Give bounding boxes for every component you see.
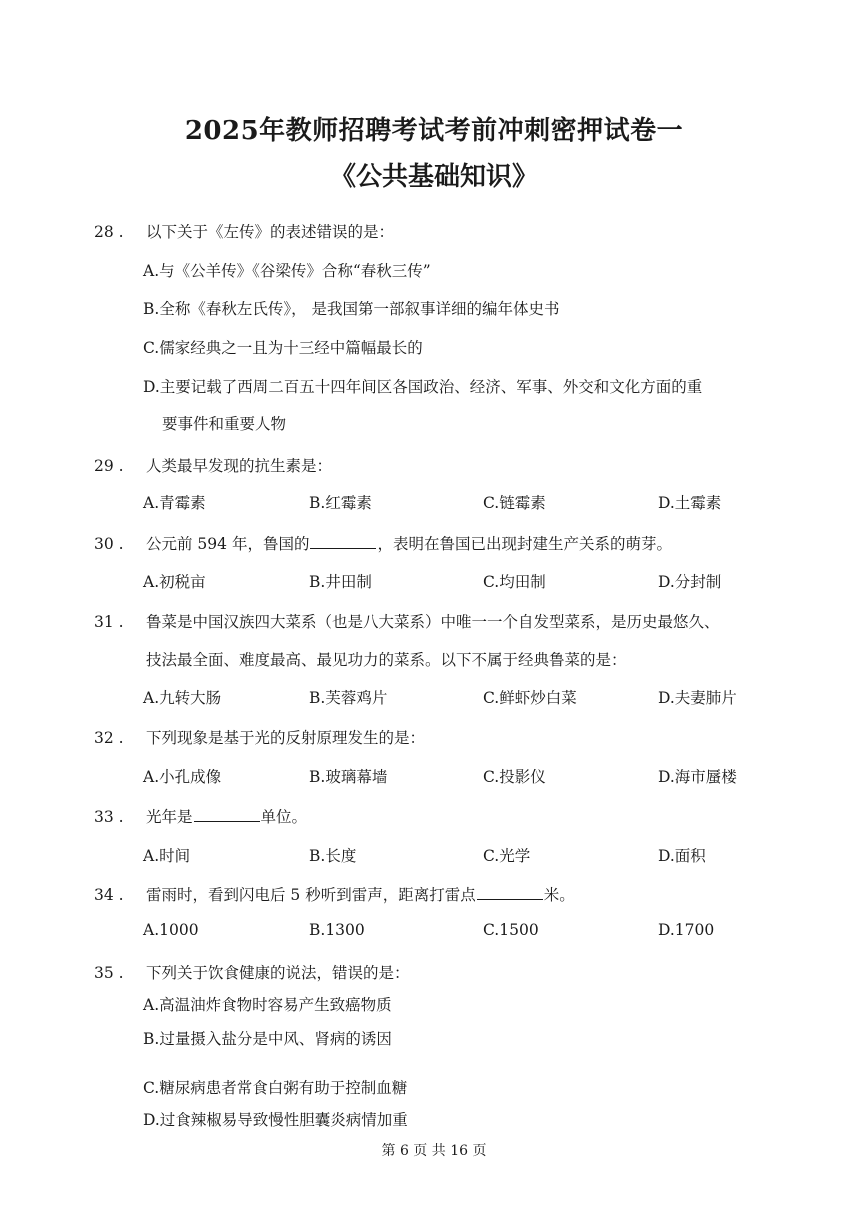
answer-blank: [194, 807, 260, 822]
page-subtitle: 《公共基础知识》: [329, 162, 538, 192]
option-d: D.过食辣椒易导致慢性胆囊炎病情加重: [143, 1111, 408, 1129]
option-b: B.过量摄入盐分是中风、肾病的诱因: [143, 1030, 392, 1048]
option-c: C.均田制: [483, 573, 546, 591]
question-number: 33 .: [94, 808, 124, 826]
option-c: C.链霉素: [483, 494, 546, 512]
question-number: 32 .: [94, 729, 124, 747]
option-d-continued: 要事件和重要人物: [162, 415, 287, 433]
option-a: A.1000: [143, 921, 199, 939]
option-a: A.时间: [143, 847, 191, 865]
question-31: [94, 610, 720, 632]
question-stem-end: 米。: [543, 886, 575, 904]
page-title: 2025年教师招聘考试考前冲刺密押试卷一: [184, 116, 684, 146]
question-34: [94, 883, 575, 905]
option-d: D.夫妻肺片: [658, 689, 737, 707]
option-b: B.芙蓉鸡片: [309, 689, 388, 707]
question-number: 29 .: [94, 457, 124, 475]
question-stem: 雷雨时，看到闪电后 5 秒听到雷声，距离打雷点: [146, 886, 476, 904]
option-b: B.红霉素: [309, 494, 372, 512]
answer-blank: [310, 534, 376, 549]
option-a: A.高温油炸食物时容易产生致癌物质: [143, 996, 392, 1014]
question-30: [94, 532, 672, 554]
question-number: 30 .: [94, 535, 124, 553]
option-d: D.海市蜃楼: [658, 768, 737, 786]
question-stem: 鲁菜是中国汉族四大菜系（也是八大菜系）中唯一一个自发型菜系，是历史最悠久、: [146, 613, 720, 631]
option-a: A.九转大肠: [143, 689, 222, 707]
question-29: [94, 454, 332, 476]
page-footer: 第 6 页 共 16 页: [381, 1143, 487, 1159]
option-d: D.1700: [658, 921, 715, 939]
question-stem: 公元前 594 年，鲁国的: [146, 535, 310, 553]
question-stem: 人类最早发现的抗生素是：: [146, 457, 333, 475]
option-c: C.鲜虾炒白菜: [483, 689, 577, 707]
option-c: C.1500: [483, 921, 539, 939]
option-c: C.糖尿病患者常食白粥有助于控制血糖: [143, 1079, 408, 1097]
question-stem-line-2: 技法最全面、难度最高、最见功力的菜系。以下不属于经典鲁菜的是：: [146, 651, 627, 669]
question-stem: 光年是: [146, 808, 193, 826]
option-c: C.儒家经典之一且为十三经中篇幅最长的: [143, 339, 423, 357]
question-stem: 下列现象是基于光的反射原理发生的是：: [146, 729, 426, 747]
option-c: C.光学: [483, 847, 531, 865]
question-stem: 下列关于饮食健康的说法，错误的是：: [146, 964, 410, 982]
question-32: [94, 726, 425, 748]
option-b: B.1300: [309, 921, 365, 939]
option-b: B.长度: [309, 847, 357, 865]
option-d: D.分封制: [658, 573, 722, 591]
question-33: [94, 805, 307, 827]
question-number: 35 .: [94, 964, 124, 982]
option-b: B.玻璃幕墙: [309, 768, 388, 786]
question-number: 34 .: [94, 886, 124, 904]
option-a: A.初税亩: [143, 573, 206, 591]
option-b: B.全称《春秋左氏传》， 是我国第一部叙事详细的编年体史书: [143, 300, 560, 318]
question-stem-end: ，表明在鲁国已出现封建生产关系的萌芽。: [377, 535, 672, 553]
question-28: [94, 220, 394, 242]
option-a: A.青霉素: [143, 494, 206, 512]
option-a: A.小孔成像: [143, 768, 222, 786]
question-number: 31 .: [94, 613, 124, 631]
answer-blank: [477, 885, 543, 900]
question-35: [94, 961, 410, 983]
option-d: D.主要记载了西周二百五十四年间区各国政治、经济、军事、外交和文化方面的重: [143, 378, 703, 396]
question-stem-end: 单位。: [260, 808, 308, 826]
question-number: 28 .: [94, 223, 124, 241]
option-d: D.面积: [658, 847, 706, 865]
option-c: C.投影仪: [483, 768, 546, 786]
question-stem: 以下关于《左传》的表述错误的是：: [146, 223, 395, 241]
option-d: D.土霉素: [658, 494, 722, 512]
option-b: B.井田制: [309, 573, 372, 591]
option-a: A.与《公羊传》《谷梁传》合称“春秋三传”: [143, 262, 431, 280]
